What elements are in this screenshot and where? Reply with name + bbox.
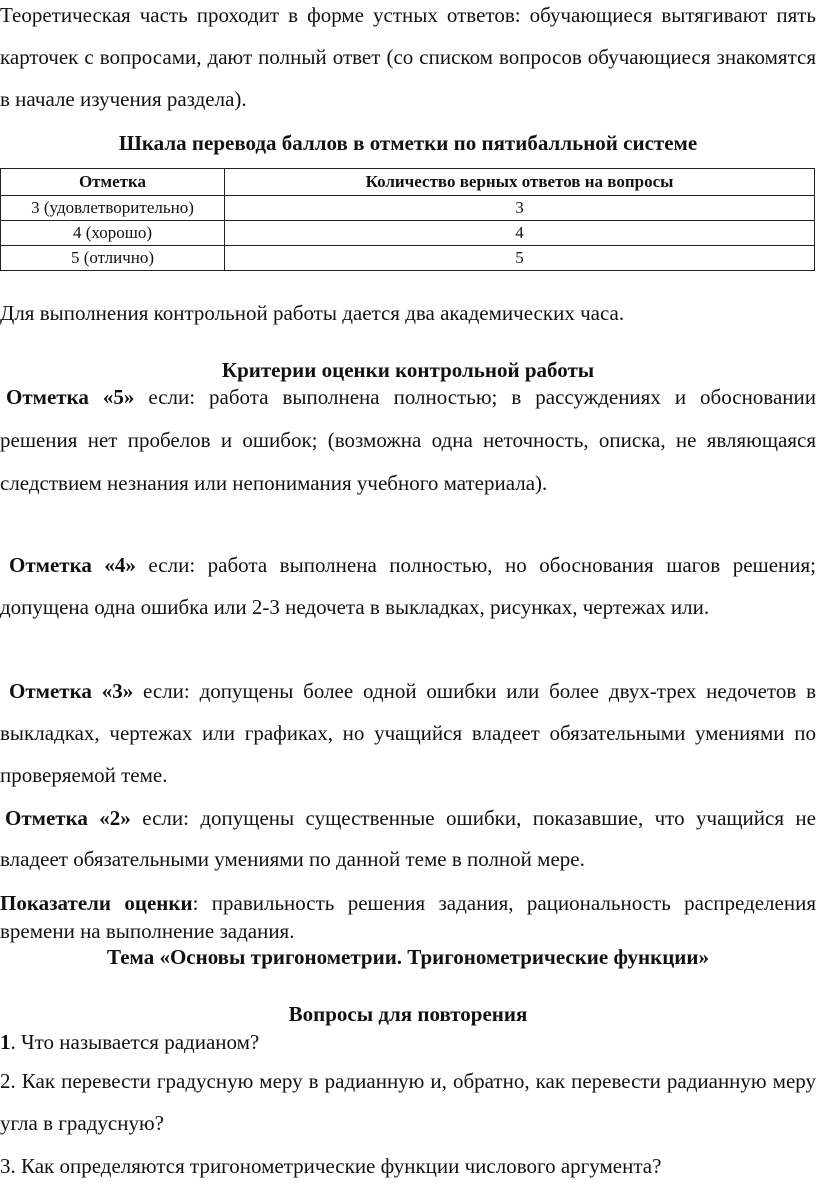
table-header-row <box>1 169 815 196</box>
table-header-grade: Отметка <box>1 169 225 196</box>
criteria-item-2 <box>0 798 816 880</box>
criteria-title: Критерии оценки контрольной работы <box>221 358 595 382</box>
criteria-label: Отметка «2» <box>5 806 131 830</box>
criteria-text: если: работа выполнена полностью, но обоснования шагов решения; допущена одна ошибка или 2-3 недочета в выкладках, рисунках, чертежах или. <box>0 553 816 619</box>
indicators-paragraph <box>0 889 816 945</box>
time-note: Для выполнения контрольной работы дается два академических часа. <box>0 301 625 325</box>
table-cell-grade: 3 (удовлетворительно) <box>1 196 225 221</box>
scale-title: Шкала перевода баллов в отметки по пятибалльной системе <box>118 131 698 155</box>
criteria-text: если: допущены более одной ошибки или более двух-трех недочетов в выкладках, чертежах или графиках, но учащийся владеет обязательными умениями по проверяемой теме. <box>0 679 816 787</box>
table-cell-count: 4 <box>225 221 815 246</box>
criteria-label: Отметка «5» <box>6 385 135 409</box>
grade-scale-table <box>0 168 815 271</box>
criteria-label: Отметка «4» <box>9 553 136 577</box>
table-header-correct-answers: Количество верных ответов на вопросы <box>225 169 815 196</box>
question-text: . Что называется радианом? <box>10 1030 260 1054</box>
criteria-label: Отметка «3» <box>9 679 134 703</box>
question-number: 1 <box>0 1030 11 1054</box>
table-cell-grade: 4 (хорошо) <box>1 221 225 246</box>
criteria-item-5 <box>0 376 816 505</box>
table-cell-grade: 5 (отлично) <box>1 246 225 271</box>
table-row <box>1 221 815 246</box>
criteria-item-4 <box>0 544 816 628</box>
table-cell-count: 5 <box>225 246 815 271</box>
review-question-3: 3. Как определяются тригонометрические функции числового аргумента? <box>0 1154 662 1178</box>
indicators-label: Показатели оценки <box>0 891 193 915</box>
intro-paragraph: Теоретическая часть проходит в форме устных ответов: обучающиеся вытягивают пять карточек с вопросами, дают полный ответ (со списком вопросов обучающиеся знакомятся в начале изучения раздела). <box>0 3 816 111</box>
criteria-text: если: работа выполнена полностью; в рассуждениях и обосновании решения нет пробелов и ошибок; (возможна одна неточность, описка, не являющаяся следствием незнания или непонимания учебного материала). <box>0 385 816 495</box>
review-title: Вопросы для повторения <box>288 1002 528 1026</box>
review-question-2: 2. Как перевести градусную меру в радианную и, обратно, как перевести радианную меру угла в градусную? <box>0 1069 816 1135</box>
review-question-1 <box>0 1028 816 1056</box>
criteria-item-3 <box>0 670 816 796</box>
table-row <box>1 246 815 271</box>
topic-title: Тема «Основы тригонометрии. Тригонометрические функции» <box>107 945 709 969</box>
table-row <box>1 196 815 221</box>
criteria-text: если: допущены существенные ошибки, показавшие, что учащийся не владеет обязательными умениями по данной теме в полной мере. <box>0 806 816 871</box>
indicators-text: : правильность решения задания, рациональность распределения времени на выполнение задания. <box>0 891 816 943</box>
table-cell-count: 3 <box>225 196 815 221</box>
